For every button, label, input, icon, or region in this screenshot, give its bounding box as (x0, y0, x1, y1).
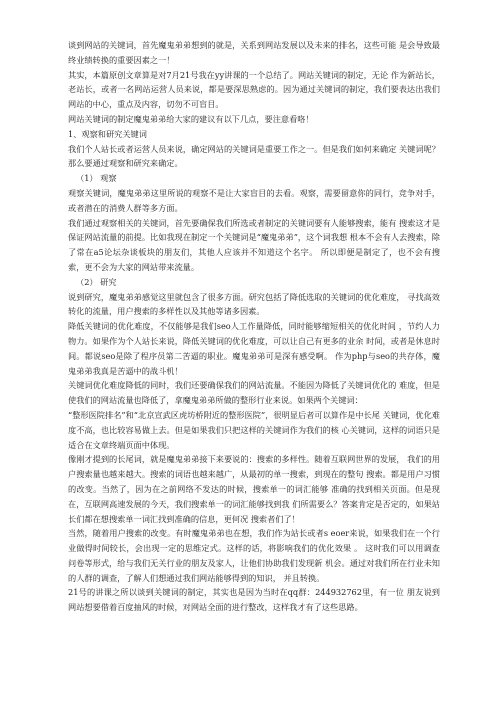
paragraph-research-3: 关键词优化难度降低的同时，我们还要确保我们的网站流量。不能因为降低了关键词优化的 难度，但是使我们的网站流量也降低了，拿魔鬼弟弟所做的整形行业来说。如果两个关键词： (68, 380, 440, 406)
paragraph-observe-1: 观察关键词，魔鬼弟弟这里所说的观察不是让大家盲目的去看。观察，需要留意你的同行，竞争对手，或者潜在的消费人群等多方面。 (68, 187, 440, 213)
paragraph-search-diversity: 像刚才提到的长尾词，就是魔鬼弟弟接下来要说的：搜索的多样性。随着互联网世界的发展， 我们的用户搜索量也越来越大。搜索的词语也越来越广，从最初的单一搜索，到现在的整句 搜索。都是用户习惯的改变。当然了，因为在之前网络不发达的时候，搜索单一的词汇能够 准确的找到相关页面。但是现在，互联网高速发展的今天，我们搜索单一的词汇能够找到我 们所需要么？答案肯定是否定的，如果站长们都在想搜索单一词汇找到准确的信息，更何况 搜索者们了！ (68, 454, 440, 524)
paragraph-user-search-change: 当然，随着用户搜索的改变。有时魔鬼弟弟也在想，我们作为站长或者s eoer来说，如果我们在一个行业做得时间较长，会出现一定的思维定式。这样的话，将影响我们的优化效果 。 这时我们可以用调查问卷等形式，给与我们无关行业的朋友及家人，让他们协助我们发现新 机会。通过对我们所在行业未知的人群的调查，了解人们想通过我们网站能够得到的知识， 并且转换。 (68, 528, 440, 583)
paragraph-section-intro: 我们个人站长或者运营人员来说，确定网站的关键词是重要工作之一。但是我们如何来确定 关键词呢？那么要通过观察和研究来确定。 (68, 143, 440, 169)
section-heading-observe-research: 1、观察和研究关键词 (68, 128, 147, 139)
subheading-research: （2） 研究 (76, 276, 117, 287)
document-body (68, 38, 440, 615)
paragraph-example-keywords: “整形医院排名”和“北京宣武区虎坊桥附近的整形医院”，很明显后者可以算作是中长尾 关键词，优化难度不高，也比较容易做上去。但是如果我们只把这样的关键词作为我们的核 心关键词，这样的词语只是适合在文章终端页面中体现。 (68, 409, 440, 450)
paragraph-closing: 21号的讲课之所以谈到关键词的制定，其实也是因为当时在qq群：244932762里，有一位 朋友说到网站想要借着百度抽风的时候，对网站全面的进行整改，这样我才有了这些思路。 (68, 587, 440, 613)
paragraph-advice: 网站关键词的制定魔鬼弟弟给大家的建议有以下几点，要注意看咯！ (68, 113, 314, 124)
subheading-observe: （1） 观察 (76, 173, 117, 184)
paragraph-intro: 谈到网站的关键词，首先魔鬼弟弟想到的就是，关系到网站发展以及未来的排名，这些可能 是会导致最终业绩转换的重要因素之一！ (68, 40, 440, 65)
paragraph-research-2: 降低关键词的优化难度，不仅能够是我们seo人工作量降低，同时能够缩短相关的优化时间 ，节约人力物力。如果作为个人站长来说，降低关键词的优化难度，可以让自己有更多的业余 时间，或者是休息时间。都说seo是除了程序员第二苦逼的职业。魔鬼弟弟可是深有感受啊。 作为php与seo的共存体，魔鬼弟弟我真是苦逼中的战斗机！ (68, 321, 440, 376)
paragraph-observe-2: 我们通过观察相关的关键词，首先要确保我们所选或者制定的关键词要有人能够搜索，能有 搜索这才是保证网站流量的前提。比如我现在制定一个关键词是“魔鬼弟弟”，这个词我想 根本不会有人去搜索，除了常在a5论坛杂谈板块的朋友们，其他人应该并不知道这个名字。 所以即便是制定了，也不会有搜索，更不会为大家的网站带来流量。 (68, 217, 440, 272)
paragraph-summary: 其实，本篇原创文章算是对7月21号我在yy讲课的一个总结了。网站关键词的制定，无论 作为新站长，老站长，或者一名网站运营人员来说，都是要深思熟虑的。因为通过关键词的制定，我们要表达出我们网站的中心，重点及内容，切勿不可盲目。 (68, 69, 440, 110)
paragraph-research-1: 说到研究，魔鬼弟弟感觉这里就包含了很多方面。研究包括了降低选取的关键词的优化难度， 寻找高效转化的流量，用户搜索的多样性以及其他等诸多因素。 (68, 291, 440, 317)
